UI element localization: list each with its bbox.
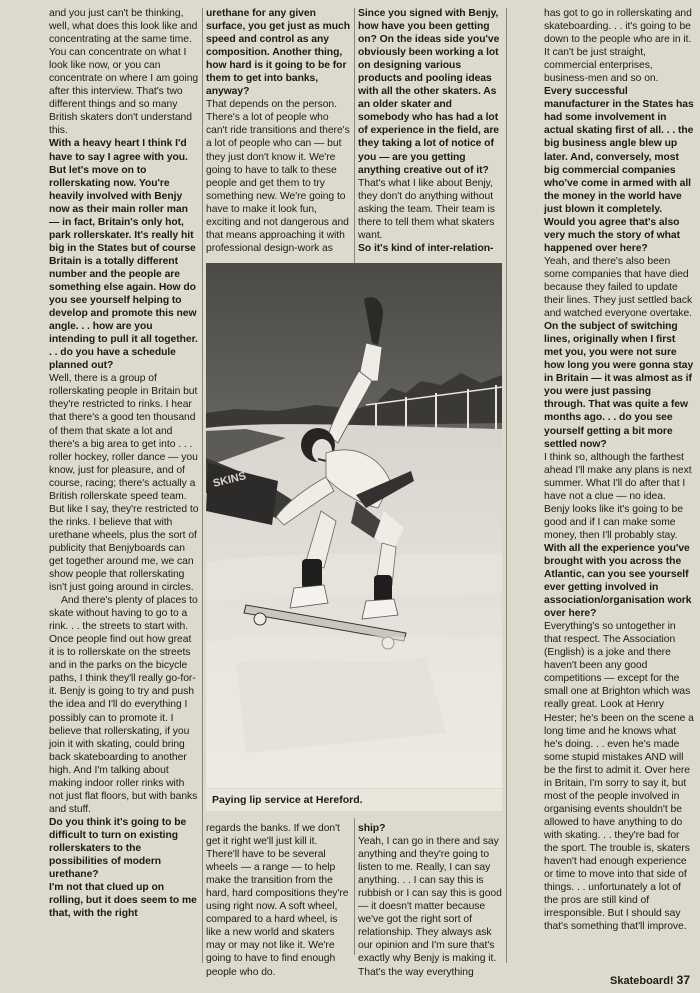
paragraph: And there's plenty of places to skate without having to go to a rink. . . the streets to start with. Once people find out how great it is to rollerskate on the streets and in the parks on the bicycle paths, I think they'll really go-for-it. Benjy is going to try and push the idea and I'll do everything I possibly can to promote it. I believe that rollerskating, if you join it with skating, could bring back skateboarding to another high. And I'm talking about making indoor roller rinks with not just flat floors, but with banks and stuff. (49, 595, 198, 815)
paragraph: Do you think it's going to be difficult to turn on existing rollerskaters to the possibilities of modern urethane? (49, 816, 187, 881)
column-3-bottom (358, 822, 502, 979)
column-1 (49, 7, 199, 920)
paragraph: has got to go in rollerskating and skateboarding. . . it's going to be down to the people who are in it. It can't be just straight, commercial enterprises, business-men and so on. (544, 8, 692, 85)
paragraph: On the subject of switching lines, originally when I first met you, you were not sure how long you were gonna stay in Britain — it was almost as if you were just passing through. That was quite a few months ago. . . do you see yourself getting a bit more settled now? (544, 321, 694, 450)
paragraph: Everything's so untogether in that respect. The Association (English) is a joke and there haven't been any good competitions — except for the small one at Brighton which was really great. Look at Henry Hester; he's been on the scene a long time and he knows what he's doing. . . even he's made some stupid mistakes AND will be the first to admit it. Over here in Britain, I'm sorry to say it, but most of the people involved in organising events shouldn't be allowed to have anything to do with skating. . . they're bad for the sport. The trouble is, skaters haven't had enough experience or time to move into that side of things. . . unfortunately a lot of the pros are still kind of irresponsible. But I should say that's something that'll improve. (544, 621, 694, 933)
paragraph: and you just can't be thinking, well, what does this look like and concentrating at the same time. You can concentrate on what I look like now, or you can concentrate on where I am going after this interview. That's two different things and so many British skaters don't understand this. (49, 8, 199, 137)
column-rule (354, 8, 355, 263)
paragraph: Every successful manufacturer in the States has had some involvement in actual skating first of all. . . the big business angle blew up later. And, conversely, most big commercial companies who've come in armed with all the money in the world have just blown it completely. Would you agree that's also very much the story of what happened over here? (544, 86, 694, 254)
paragraph: Well, there is a group of rollerskating people in Britain but they're restricted to rinks. I hear that there's a good ten thousand of them that skate a lot and there's a big area to get into . . . roller hockey, roller dance — you know, just for pleasure, and of course, racing; there's actually a British rollerskate speed team. But like I say, they're restricted to the rinks. I believe that with urethane wheels, plus the sort of publicity that Benjyboards can get together around me, we can show people that rollerskating isn't just going around in circles. (49, 373, 199, 594)
page-footer (610, 973, 690, 987)
paragraph: I think so, although the farthest ahead I'll make any plans is next summer. What I'll do after that I have not a clue — no idea. Benjy looks like it's going to be good and if I can make some money, then I'll probably stay. (544, 451, 692, 541)
paragraph: That depends on the person. There's a lot of people who can't ride transitions and there's a lot of people who can — but they just don't know it. We're going to have to talk to these people and get them to try something new. We're going to have to make it look fun, exciting and not dangerous and that means approaching it with professional design-work as (206, 99, 350, 254)
photo-caption: Paying lip service at Hereford. (206, 789, 502, 811)
column-rule (506, 8, 507, 963)
paragraph: With a heavy heart I think I'd have to say I agree with you. But let's move on to rollerskating now. You're heavily involved with Benjy now as their main roller man — in fact, Britain's only hot, park rollerskater. It's really hit big in the States but of course Britain is a totally different number and the people are something else again. How do you see yourself helping to develop and promote this new angle. . . how are you intending to pull it all together. . . do you have a schedule planned out? (49, 138, 198, 372)
paragraph: urethane for any given surface, you get just as much speed and control as any composition. Another thing, how hard is it going to be for them to get into banks, anyway? (206, 8, 350, 98)
column-2-bottom (206, 822, 352, 979)
paragraph: That's what I like about Benjy, they don't do anything without asking the team. Their team is there to tell them what skaters want. (358, 177, 495, 241)
paragraph: Yeah, and there's also been some companies that have died because they failed to update their lines. They just settled back and watched everyone overtake. (544, 255, 693, 320)
column-rule (202, 8, 203, 963)
paragraph: I'm not that clued up on rolling, but it does seem to me that, with the right (49, 882, 197, 920)
column-2-top (206, 7, 352, 255)
paragraph: ship? (358, 823, 386, 834)
column-4 (544, 7, 694, 933)
graffiti-text: SKINS (211, 470, 248, 490)
paragraph: Since you signed with Benjy, how have you been getting on? On the ideas side you've obviously been working a lot on designing various products and pooling ideas with all the other skaters. As an older skater and somebody who has had a lot of experience in the field, are they taking a lot of notice of you — are you getting anything creative out of it? (358, 8, 500, 176)
paragraph: regards the banks. If we don't get it right we'll just kill it. There'll have to be several wheels — a range — to help make the transition from the hard, hard compositions they're using right now. A soft wheel, compared to a hard wheel, is like a new world and skaters may or may not like it. We're going to have to find enough people who do. (206, 823, 349, 978)
column-3-top (358, 7, 502, 255)
skater-photo (206, 263, 502, 788)
page-number: 37 (676, 973, 690, 987)
paragraph: With all the experience you've brought with you across the Atlantic, can you see yourself ever getting involved in association/organisation work over here? (544, 542, 692, 620)
column-rule (354, 818, 355, 955)
paragraph: Yeah, I can go in there and say anything and they're going to listen to me. Really, I can say anything. . . I can say this is rubbish or I can say this is good — it doesn't matter because we've got the right sort of relationship. They always ask our opinion and I'm sure that's exactly why Benjy is making it. That's the way everything (358, 836, 502, 978)
magazine-name: Skateboard! (610, 975, 674, 987)
paragraph: So it's kind of inter-relation- (358, 242, 494, 254)
